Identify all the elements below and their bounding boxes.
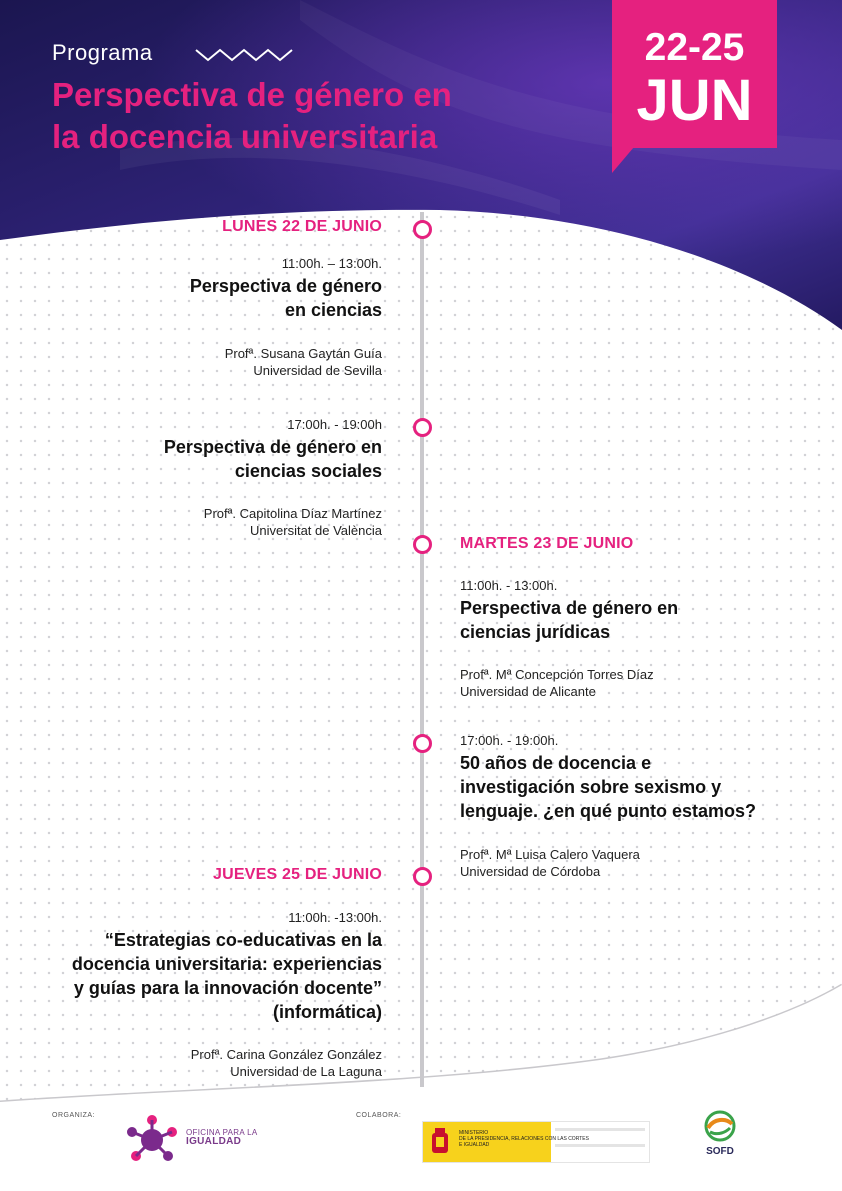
oficina-text [186, 1128, 257, 1146]
escudo-espana-logo [429, 1127, 451, 1157]
timeline-node [413, 734, 432, 753]
timeline-node [413, 418, 432, 437]
speaker-affiliation: Universidad de La Laguna [230, 1064, 382, 1079]
title-line-2: la docencia universitaria [52, 118, 438, 155]
session-title-line: “Estrategias co-educativas en la [104, 930, 382, 950]
date-month: JUN [636, 68, 753, 133]
speaker-name: Profª. Capitolina Díaz Martínez [203, 506, 382, 521]
speaker-affiliation: Universidad de Alicante [460, 684, 596, 699]
session-title-line: Perspectiva de género en [460, 598, 679, 618]
session-title-line: 50 años de docencia e [460, 753, 652, 773]
colabora-label: COLABORA: [356, 1112, 402, 1119]
speaker-name: Profª. Mª Luisa Calero Vaquera [460, 847, 640, 862]
session-title-line: (informática) [272, 1002, 382, 1022]
session-title-line: en ciencias [284, 300, 382, 320]
zigzag-icon [194, 44, 294, 64]
timeline-node [413, 535, 432, 554]
session-time: 17:00h. - 19:00h [287, 417, 382, 432]
session-title-line: ciencias sociales [234, 461, 382, 481]
ministerio-sub-line [555, 1144, 645, 1147]
speaker-affiliation: Universitat de València [250, 523, 382, 538]
day-heading: MARTES 23 DE JUNIO [460, 535, 634, 552]
session-title-line: y guías para la innovación docente” [73, 978, 382, 998]
session-time: 11:00h. – 13:00h. [281, 256, 382, 271]
timeline-node [413, 867, 432, 886]
session-title [190, 274, 382, 322]
date-days: 22-25 [644, 26, 745, 69]
programa-label: Programa [52, 40, 153, 65]
speaker-affiliation: Universidad de Sevilla [253, 363, 382, 378]
session-title-line: lenguaje. ¿en qué punto estamos? [460, 801, 757, 821]
timeline-line [420, 212, 424, 1087]
speaker-name: Profª. Mª Concepción Torres Díaz [460, 667, 654, 682]
oficina-line: IGUALDAD [186, 1136, 242, 1147]
ministerio-sub-line [555, 1128, 645, 1131]
session-speaker [225, 345, 382, 379]
session-speaker [204, 505, 382, 539]
day-heading: JUEVES 25 DE JUNIO [213, 866, 382, 883]
ministerio-line: E IGUALDAD [459, 1142, 490, 1148]
sofd-label: SOFD [706, 1146, 734, 1157]
title-line-1: Perspectiva de género en [52, 76, 452, 113]
oficina-igualdad-logo [122, 1114, 182, 1166]
ministerio-line: DE LA PRESIDENCIA, RELACIONES CON LAS CORTES [459, 1136, 589, 1142]
speaker-name: Profª. Susana Gaytán Guía [224, 346, 382, 361]
organiza-label: ORGANIZA: [52, 1112, 96, 1119]
session-title [460, 596, 678, 644]
session-title-line: Perspectiva de género [189, 276, 382, 296]
date-badge-tail [612, 147, 634, 173]
session-time: 17:00h. - 19:00h. [460, 733, 559, 748]
session-title-line: docencia universitaria: experiencias [71, 954, 382, 974]
session-time: 11:00h. -13:00h. [288, 910, 382, 925]
sofd-logo [700, 1108, 740, 1144]
ministerio-line: MINISTERIO [459, 1130, 489, 1136]
ministerio-logo [422, 1121, 650, 1163]
session-title-line: Perspectiva de género en [163, 437, 382, 457]
session-speaker [460, 666, 654, 700]
session-speaker [460, 846, 640, 880]
session-title [164, 435, 382, 483]
day-heading: LUNES 22 DE JUNIO [222, 218, 382, 235]
session-title [72, 928, 382, 1024]
page-title [52, 74, 572, 158]
oficina-line: OFICINA PARA LA [186, 1128, 258, 1137]
speaker-affiliation: Universidad de Córdoba [460, 864, 601, 879]
session-time: 11:00h. - 13:00h. [460, 578, 558, 593]
speaker-name: Profª. Carina González González [190, 1047, 382, 1062]
timeline-node [413, 220, 432, 239]
session-speaker [191, 1046, 382, 1080]
date-badge [612, 0, 777, 148]
session-title [460, 751, 756, 823]
session-title-line: ciencias jurídicas [460, 622, 611, 642]
session-title-line: investigación sobre sexismo y [460, 777, 722, 797]
